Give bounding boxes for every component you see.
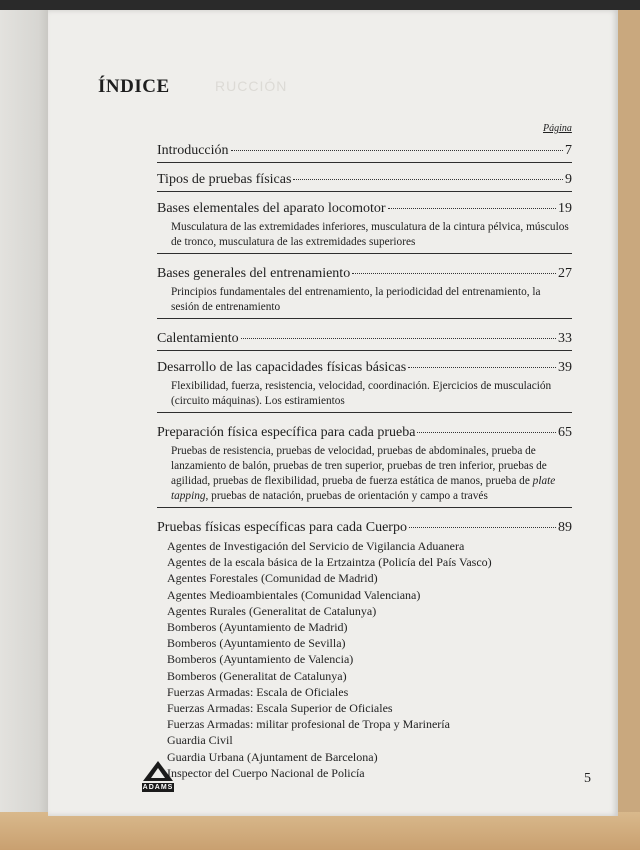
description-italic-text: plate tapping: [171, 475, 556, 502]
agency-list: [157, 538, 572, 781]
agency-item: Fuerzas Armadas: Escala Superior de Oficiales: [167, 701, 393, 716]
page-title: ÍNDICE: [98, 76, 170, 97]
dot-leader: [409, 527, 556, 528]
toc-entry-title: Introducción: [157, 143, 229, 158]
agency-item: Agentes de Investigación del Servicio de Vigilancia Aduanera: [167, 539, 465, 553]
toc-entry: [157, 143, 572, 163]
toc-entry-title: Tipos de pruebas físicas: [157, 172, 292, 187]
toc-entry-page: 89: [558, 520, 572, 535]
toc-entry-page: 39: [558, 360, 572, 375]
agency-item: Bomberos (Ayuntamiento de Sevilla): [167, 636, 346, 651]
toc-entry-page: 9: [565, 172, 572, 187]
separator-line: [157, 191, 572, 192]
toc-line: [157, 266, 572, 282]
toc-entry-title: Bases generales del entrenamiento: [157, 266, 351, 281]
dot-leader: [417, 432, 556, 433]
toc-line: [157, 331, 572, 347]
toc-entry: [157, 331, 572, 351]
agency-item: Bomberos (Generalitat de Catalunya): [167, 668, 347, 683]
facing-page: [0, 10, 55, 850]
toc-entry-page: 65: [558, 425, 572, 440]
toc-entry-description: Principios fundamentales del entrenamiento, la periodicidad del entrenamiento, la sesión de entrenamiento: [171, 286, 541, 313]
agency-item: Bomberos (Ayuntamiento de Madrid): [167, 620, 348, 635]
toc-line: [157, 520, 572, 536]
agency-item: Guardia Urbana (Ajuntament de Barcelona): [167, 749, 378, 764]
separator-line: [157, 162, 572, 163]
agency-item: Fuerzas Armadas: militar profesional de Tropa y Marinería: [167, 717, 450, 732]
toc-entry-title: Preparación física específica para cada prueba: [157, 425, 416, 440]
separator-line: [157, 318, 572, 319]
dot-leader: [408, 367, 556, 368]
agency-item: Agentes Forestales (Comunidad de Madrid): [167, 571, 378, 586]
toc-entry-title: Pruebas físicas específicas para cada Cuerpo: [157, 520, 407, 535]
background-top: [0, 0, 640, 10]
mountain-icon: [142, 760, 174, 782]
toc-entry: [157, 425, 572, 508]
description-text: Pruebas de resistencia, pruebas de velocidad, pruebas de abdominales, prueba de lanzamiento de balón, pruebas de tren superior, pruebas de tren inferior, pruebas de agilidad, pruebas de flexibilidad, prueba de fuerza estática de manos, prueba de: [171, 445, 547, 487]
description-text: , pruebas de natación, pruebas de orientación y campo a través: [205, 490, 488, 502]
dot-leader: [388, 208, 556, 209]
dot-leader: [293, 179, 563, 180]
agency-item: Inspector del Cuerpo Nacional de Policía: [167, 765, 365, 780]
toc-line: [157, 143, 572, 159]
toc-line: [157, 360, 572, 376]
toc-entry-title: Bases elementales del aparato locomotor: [157, 201, 386, 216]
toc-list: [157, 143, 572, 793]
toc-entry-title: Desarrollo de las capacidades físicas básicas: [157, 360, 407, 375]
dot-leader: [241, 338, 556, 339]
publisher-name: ADAMS: [142, 784, 174, 791]
dot-leader: [352, 273, 556, 274]
page-column-label: Página: [543, 123, 572, 134]
bleed-through-text: RUCCIÓN: [215, 78, 288, 94]
separator-line: [157, 507, 572, 508]
toc-line: [157, 172, 572, 188]
page-number: 5: [584, 771, 591, 786]
toc-entry-description: [157, 444, 572, 504]
dot-leader: [231, 150, 563, 151]
publisher-logo: [142, 760, 174, 792]
toc-line: [157, 425, 572, 441]
separator-line: [157, 253, 572, 254]
toc-entry-page: 7: [565, 143, 572, 158]
agency-item: Agentes de la escala básica de la Ertzaintza (Policía del País Vasco): [167, 555, 492, 570]
toc-entry-page: 27: [558, 266, 572, 281]
toc-entry: [157, 520, 572, 781]
toc-entry: [157, 266, 572, 319]
toc-entry: [157, 360, 572, 413]
agency-item: Guardia Civil: [167, 733, 233, 748]
agency-item: Agentes Medioambientales (Comunidad Valenciana): [167, 587, 421, 602]
wooden-table: [0, 812, 640, 850]
toc-entry-title: Calentamiento: [157, 331, 239, 346]
agency-item: Agentes Rurales (Generalitat de Catalunya): [167, 603, 377, 618]
agency-item: Bomberos (Ayuntamiento de Valencia): [167, 652, 354, 667]
toc-entry-description: Musculatura de las extremidades inferiores, musculatura de la cintura pélvica, músculos de tronco, musculatura de las extremidades superiores: [171, 221, 569, 248]
toc-entry: [157, 172, 572, 192]
separator-line: [157, 350, 572, 351]
toc-entry-page: 19: [558, 201, 572, 216]
toc-line: [157, 201, 572, 217]
separator-line: [157, 412, 572, 413]
toc-entry-page: 33: [558, 331, 572, 346]
toc-entry: [157, 201, 572, 254]
toc-entry-description: Flexibilidad, fuerza, resistencia, velocidad, coordinación. Ejercicios de musculación (circuito máquinas). Los estiramientos: [171, 380, 552, 407]
agency-item: Fuerzas Armadas: Escala de Oficiales: [167, 684, 349, 699]
